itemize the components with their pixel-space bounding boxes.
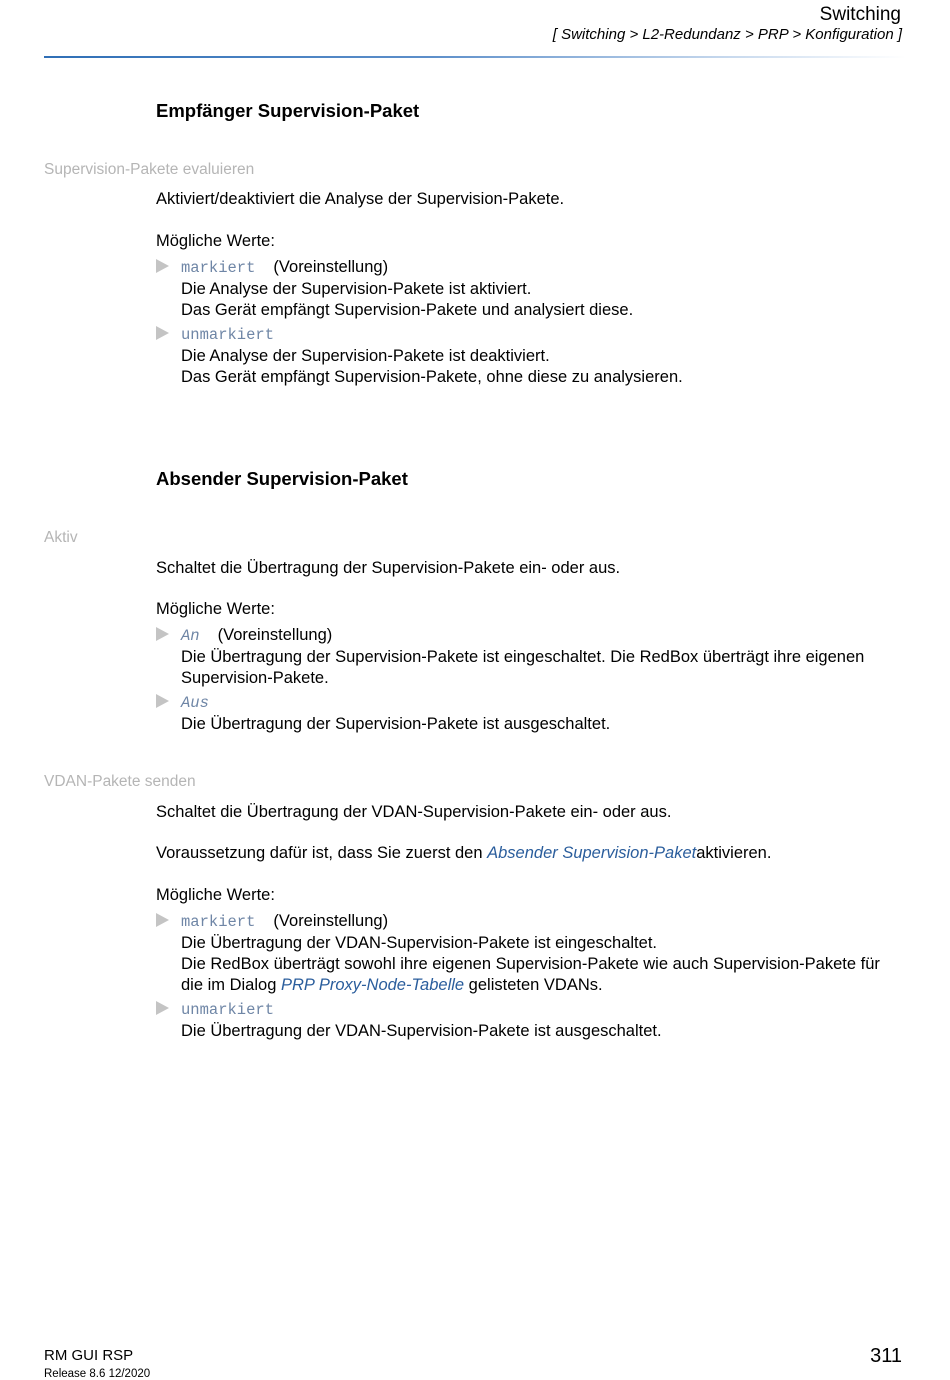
param-name-aktiv: Aktiv	[44, 529, 78, 546]
values-label: Mögliche Werte:	[156, 232, 275, 250]
default-note: (Voreinstellung)	[217, 626, 333, 644]
value-name: An	[181, 627, 200, 645]
line-after: gelisteten VDANs.	[464, 976, 603, 994]
value-description: Die Analyse der Supervision-Pakete ist deaktiviert.	[181, 347, 550, 365]
default-note: (Voreinstellung)	[273, 258, 389, 276]
prerequisite-after: aktivieren.	[696, 844, 772, 862]
default-note: (Voreinstellung)	[273, 912, 389, 930]
bullet-arrow-icon	[156, 694, 169, 708]
prerequisite-text	[156, 843, 771, 864]
breadcrumb: [ Switching > L2-Redundanz > PRP > Konfiguration ]	[552, 26, 902, 43]
value-name: unmarkiert	[181, 326, 275, 344]
bullet-arrow-icon	[156, 1001, 169, 1015]
param-name-evaluate: Supervision-Pakete evaluieren	[44, 161, 255, 178]
line-before: die im Dialog	[181, 976, 281, 994]
list-item-markiert	[156, 257, 906, 321]
value-description: Die Übertragung der VDAN-Supervision-Pakete ist eingeschaltet.	[181, 934, 657, 952]
list-item-unmarkiert	[156, 325, 906, 388]
list-item-an	[156, 625, 906, 689]
bullet-arrow-icon	[156, 913, 169, 927]
value-description: Die Übertragung der Supervision-Pakete ist eingeschaltet. Die RedBox überträgt ihre eigenen	[181, 648, 865, 666]
list-item-unmarkiert	[156, 1000, 906, 1042]
header-divider	[44, 56, 906, 58]
value-name: markiert	[181, 913, 256, 931]
section-heading-receiver: Empfänger Supervision-Paket	[156, 100, 420, 121]
values-label: Mögliche Werte:	[156, 886, 275, 904]
value-name: unmarkiert	[181, 1001, 275, 1019]
value-description: Die Analyse der Supervision-Pakete ist aktiviert.	[181, 280, 532, 298]
section-heading-sender: Absender Supervision-Paket	[156, 468, 408, 489]
bullet-arrow-icon	[156, 326, 169, 340]
header-title: Switching	[819, 4, 901, 25]
value-description: Die RedBox überträgt sowohl ihre eigenen Supervision-Pakete wie auch Supervision-Pakete für	[181, 955, 880, 973]
values-label: Mögliche Werte:	[156, 600, 275, 618]
bullet-arrow-icon	[156, 627, 169, 641]
param-description: Schaltet die Übertragung der VDAN-Supervision-Pakete ein- oder aus.	[156, 803, 672, 821]
value-description: Supervision-Pakete.	[181, 669, 329, 687]
value-description: Die Übertragung der Supervision-Pakete ist ausgeschaltet.	[181, 715, 611, 733]
bullet-arrow-icon	[156, 259, 169, 273]
list-item-markiert	[156, 911, 906, 996]
value-description: Die Übertragung der VDAN-Supervision-Pakete ist ausgeschaltet.	[181, 1022, 662, 1040]
value-description: Das Gerät empfängt Supervision-Pakete und analysiert diese.	[181, 301, 634, 319]
param-description: Schaltet die Übertragung der Supervision-Pakete ein- oder aus.	[156, 559, 621, 577]
footer-release: Release 8.6 12/2020	[44, 1368, 151, 1380]
param-name-vdan: VDAN-Pakete senden	[44, 773, 196, 790]
value-name: markiert	[181, 259, 256, 277]
link-absender-supervision-paket[interactable]: Absender Supervision-Paket	[487, 844, 697, 862]
value-description	[181, 975, 906, 996]
link-prp-proxy-node-tabelle[interactable]: PRP Proxy-Node-Tabelle	[280, 976, 465, 994]
prerequisite-before: Voraussetzung dafür ist, dass Sie zuerst den	[156, 844, 488, 862]
value-description: Das Gerät empfängt Supervision-Pakete, ohne diese zu analysieren.	[181, 368, 683, 386]
list-item-aus	[156, 693, 906, 735]
page-number: 311	[870, 1345, 902, 1367]
param-description: Aktiviert/deaktiviert die Analyse der Supervision-Pakete.	[156, 190, 565, 208]
value-name: Aus	[181, 694, 209, 712]
footer-document-name: RM GUI RSP	[44, 1347, 134, 1364]
